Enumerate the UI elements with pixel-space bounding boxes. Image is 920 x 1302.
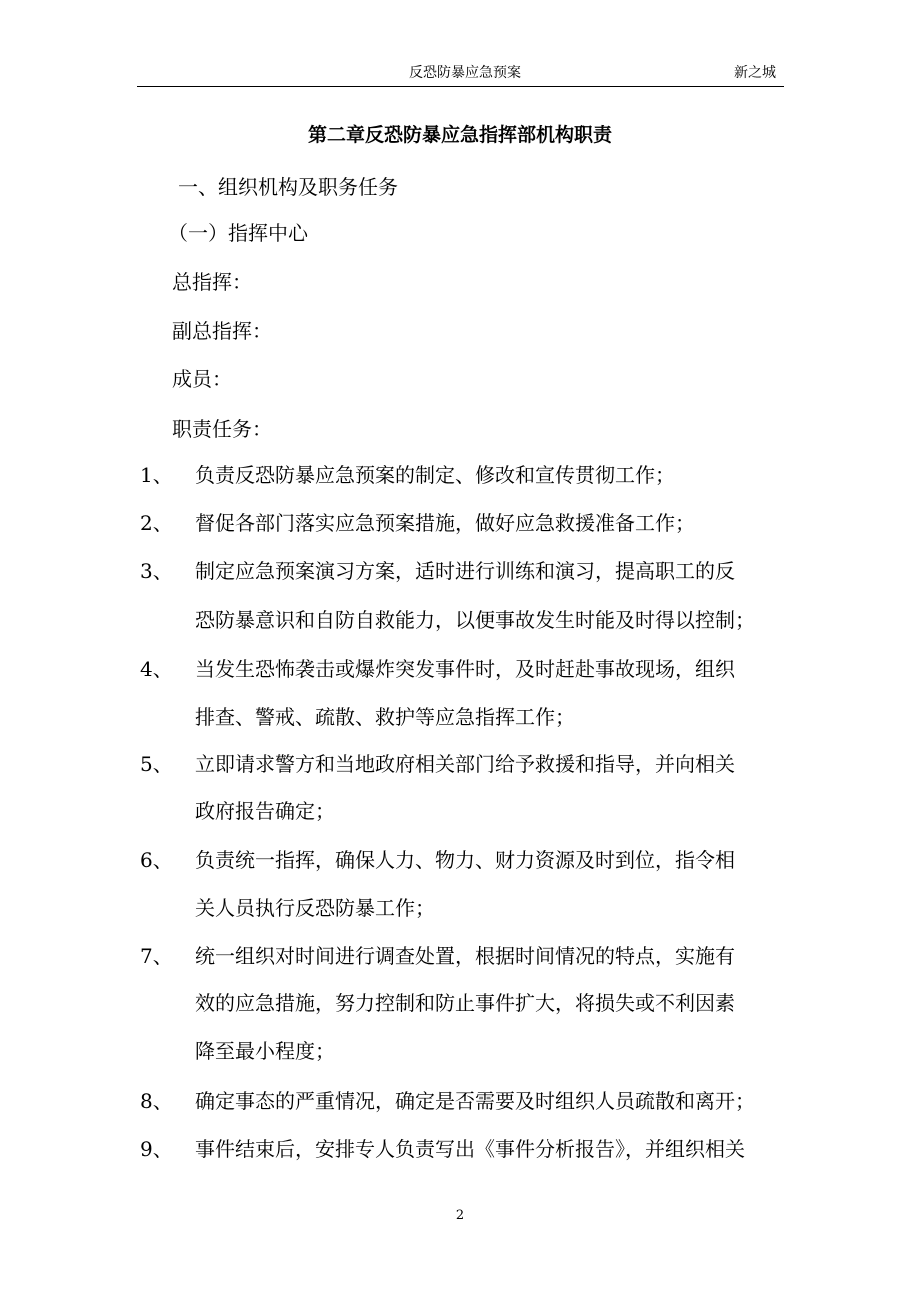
subsection-heading: （一）指挥中心 [168, 221, 308, 245]
field-commander: 总指挥： [172, 270, 252, 294]
item-text-line: 关人员执行反恐防暴工作； [195, 896, 435, 920]
item-text-line: 政府报告确定； [195, 799, 335, 823]
item-number: 3、 [140, 559, 173, 583]
item-text-line: 统一组织对时间进行调查处置，根据时间情况的特点，实施有 [195, 944, 735, 968]
item-number: 4、 [140, 657, 173, 681]
item-text-line: 当发生恐怖袭击或爆炸突发事件时，及时赶赴事故现场，组织 [195, 657, 735, 681]
item-text-line: 排查、警戒、疏散、救护等应急指挥工作； [195, 705, 575, 729]
chapter-title: 第二章反恐防暴应急指挥部机构职责 [307, 124, 612, 146]
page-header [137, 60, 784, 87]
item-number: 8、 [140, 1089, 173, 1113]
item-text-line: 确定事态的严重情况，确定是否需要及时组织人员疏散和离开； [195, 1089, 755, 1113]
item-number: 6、 [140, 848, 173, 872]
item-number: 5、 [140, 752, 173, 776]
item-number: 7、 [140, 944, 173, 968]
item-number: 1、 [140, 463, 173, 487]
page-number: 2 [455, 1208, 465, 1223]
item-number: 2、 [140, 511, 173, 535]
field-duties: 职责任务： [172, 417, 272, 441]
item-text-line: 效的应急措施，努力控制和防止事件扩大，将损失或不利因素 [195, 991, 735, 1015]
item-text-line: 事件结束后，安排专人负责写出《事件分析报告》，并组织相关 [195, 1137, 745, 1161]
item-text-line: 恐防暴意识和自防自救能力，以便事故发生时能及时得以控制； [195, 608, 755, 632]
item-text-line: 督促各部门落实应急预案措施，做好应急救援准备工作； [195, 511, 695, 535]
item-text-line: 负责反恐防暴应急预案的制定、修改和宣传贯彻工作； [195, 463, 675, 487]
section-heading: 一、组织机构及职务任务 [178, 175, 398, 199]
field-members: 成员： [172, 367, 232, 391]
item-number: 9、 [140, 1137, 173, 1161]
header-company: 新之城 [734, 65, 776, 81]
item-text-line: 立即请求警方和当地政府相关部门给予救援和指导，并向相关 [195, 752, 735, 776]
item-text-line: 制定应急预案演习方案，适时进行训练和演习，提高职工的反 [195, 559, 735, 583]
item-text-line: 负责统一指挥，确保人力、物力、财力资源及时到位，指令相 [195, 848, 735, 872]
item-text-line: 降至最小程度； [195, 1039, 335, 1063]
header-title: 反恐防暴应急预案 [409, 65, 521, 81]
field-deputy-commander: 副总指挥： [172, 319, 272, 343]
